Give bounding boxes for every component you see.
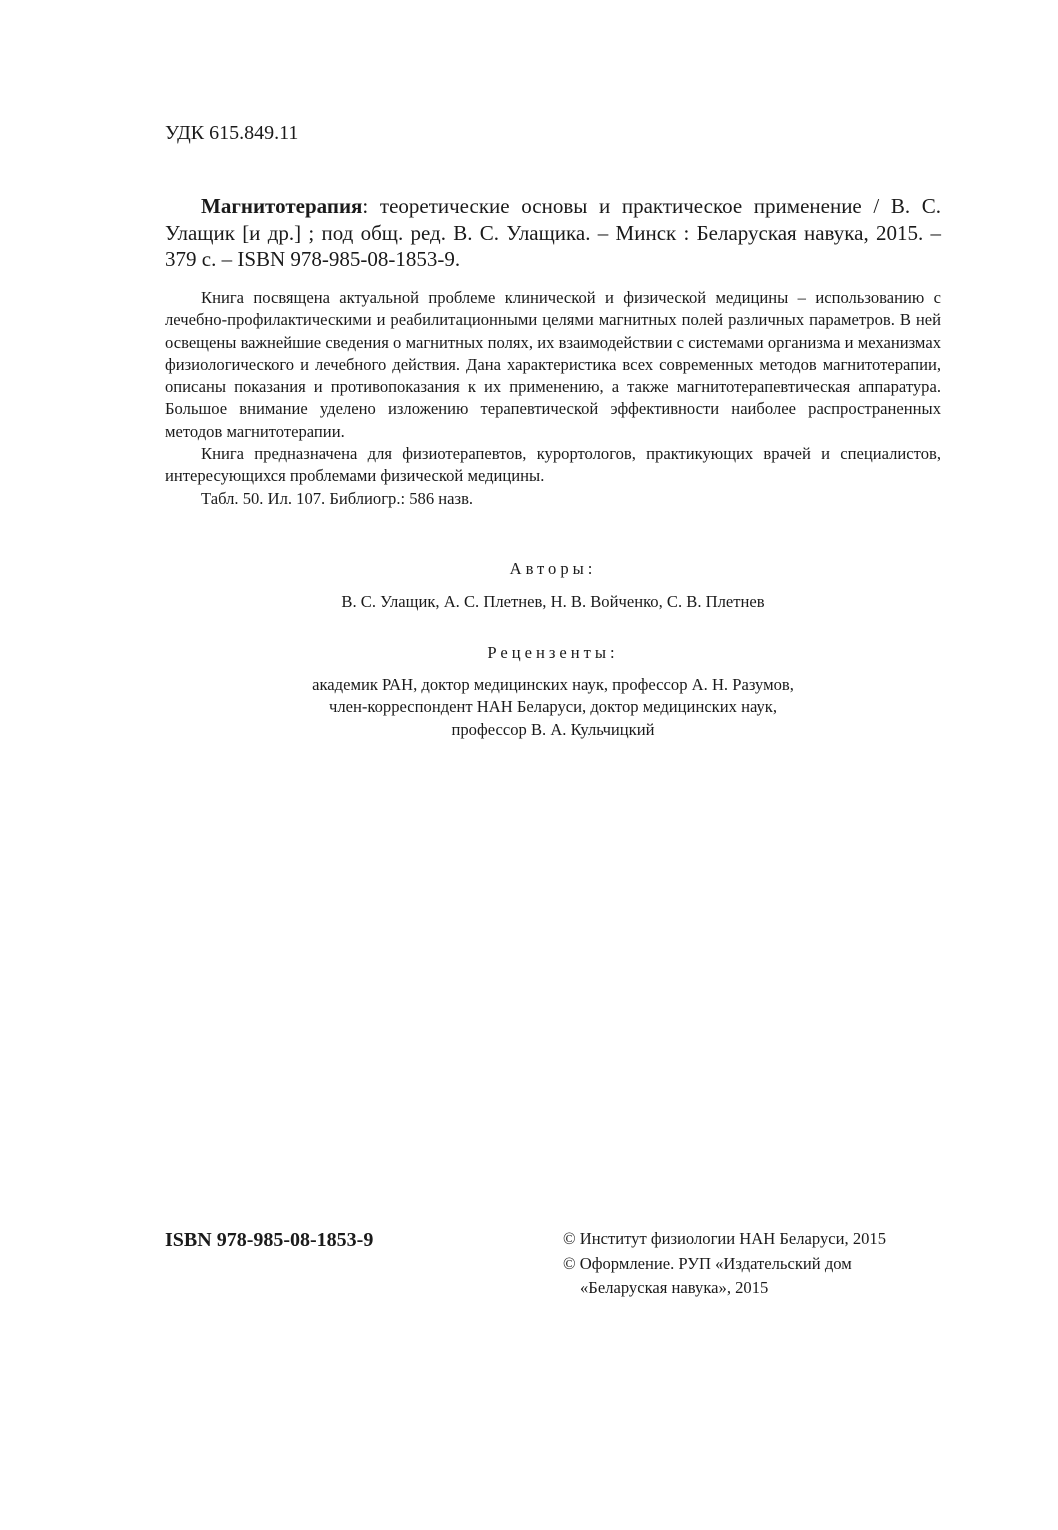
copyright-line: «Беларуская навука», 2015 bbox=[580, 1278, 769, 1297]
authors-heading: Авторы: bbox=[509, 559, 597, 578]
udk-code: УДК 615.849.11 bbox=[165, 122, 299, 144]
reviewers-list bbox=[165, 674, 941, 741]
annotation bbox=[165, 287, 941, 510]
authors-list: В. С. Улащик, А. С. Плетнев, Н. В. Войченко, С. В. Плетнев bbox=[341, 592, 765, 611]
reviewer-line: академик РАН, доктор медицинских наук, профессор А. Н. Разумов, bbox=[312, 675, 794, 694]
copyright-line: © Оформление. РУП «Издательский дом bbox=[563, 1253, 852, 1273]
annotation-statistics: Табл. 50. Ил. 107. Библиогр.: 586 назв. bbox=[201, 488, 474, 508]
copyright-line: © Институт физиологии НАН Беларуси, 2015 bbox=[563, 1229, 887, 1248]
isbn-number: ISBN 978-985-08-1853-9 bbox=[165, 1229, 374, 1251]
annotation-paragraph: Книга посвящена актуальной проблеме клинической и физической медицины – использованию с лечебно-профилактическими и реабилитационными целями магнитных полей различных параметров. В ней освещены важнейшие сведения о магнитных полях, их взаимодействии с системами организма и механизмах физиологического и лечебного действия. Дана характеристика всех современных методов магнитотерапии, описаны показания и противопоказания к их применению, а также магнитотерапевтическая аппаратура. Большое внимание уделено изложению терапевтической эффективности наиболее распространенных методов магнитотерапии. bbox=[165, 288, 941, 441]
copyright-block bbox=[563, 1227, 953, 1301]
reviewer-line: профессор В. А. Кульчицкий bbox=[451, 719, 655, 739]
reviewers-heading: Рецензенты: bbox=[487, 643, 619, 662]
annotation-paragraph: Книга предназначена для физиотерапевтов, курортологов, практикующих врачей и специалистов, интересующихся проблемами физической медицины. bbox=[165, 444, 941, 486]
citation-details: : теоретические основы и практическое применение / В. С. Улащик [и др.] ; под общ. ред. В. С. Улащика. – Минск : Беларуская навука, 2015. – 379 с. – ISBN 978-985-08-1853-9. bbox=[165, 194, 941, 271]
bibliographic-citation bbox=[165, 193, 941, 273]
reviewer-line: член-корреспондент НАН Беларуси, доктор медицинских наук, bbox=[329, 697, 777, 717]
book-title: Магнитотерапия bbox=[201, 194, 363, 218]
